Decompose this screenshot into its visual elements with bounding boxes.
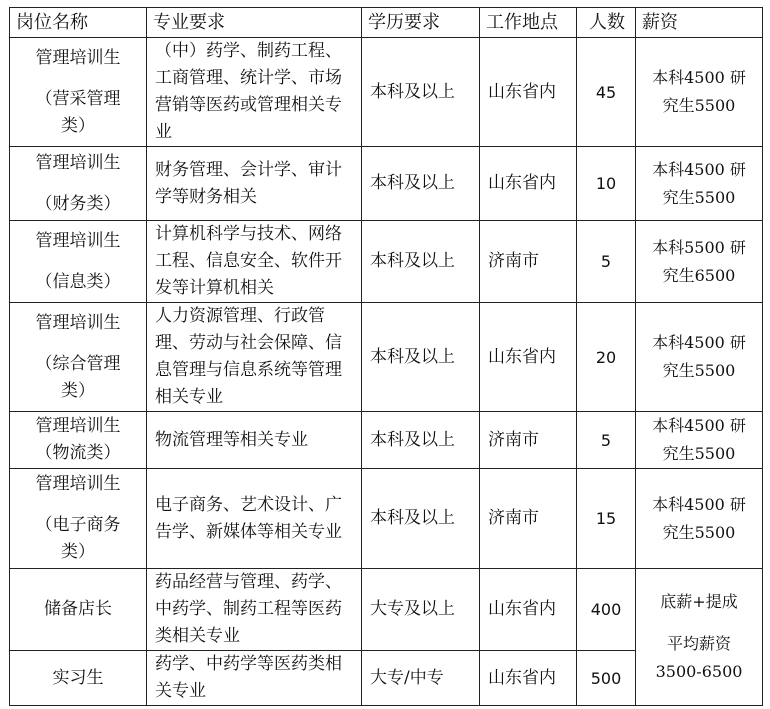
salary-line: 究生5500 — [662, 96, 736, 115]
table-row — [10, 303, 763, 412]
education-cell: 本科及以上 — [362, 303, 480, 412]
education-cell: 本科及以上 — [362, 38, 480, 147]
location-cell: 济南市 — [480, 412, 577, 469]
education-cell: 本科及以上 — [362, 412, 480, 469]
salary-line: 本科4500 研 — [652, 333, 746, 352]
count-cell: 10 — [577, 147, 636, 221]
header-major: 专业要求 — [147, 8, 362, 38]
education-cell: 本科及以上 — [362, 221, 480, 303]
count-cell: 15 — [577, 469, 636, 569]
education-cell: 本科及以上 — [362, 469, 480, 569]
major-cell: （中）药学、制药工程、工商管理、统计学、市场营销等医药或管理相关专业 — [147, 38, 362, 147]
salary-line: 究生5500 — [662, 361, 736, 380]
major-cell: 药品经营与管理、药学、中药学、制药工程等医药类相关专业 — [147, 569, 362, 651]
position-category: （营采管理 — [35, 88, 121, 109]
position-name: 管理培训生 — [35, 47, 121, 68]
major-cell: 财务管理、会计学、审计学等财务相关 — [147, 147, 362, 221]
position-name: 管理培训生 — [35, 416, 121, 436]
salary-line: 本科4500 研 — [652, 159, 746, 179]
position-cell — [10, 221, 147, 303]
position-category: （电子商务 — [35, 515, 121, 535]
position-name: 管理培训生 — [35, 152, 121, 173]
position-cell: 实习生 — [10, 651, 147, 706]
salary-cell — [636, 469, 763, 569]
salary-cell — [636, 303, 763, 412]
count-cell: 5 — [577, 221, 636, 303]
education-cell: 本科及以上 — [362, 147, 480, 221]
header-count: 人数 — [577, 8, 636, 38]
major-cell: 物流管理等相关专业 — [147, 412, 362, 469]
count-cell: 5 — [577, 412, 636, 469]
table-row — [10, 569, 763, 651]
header-salary: 薪资 — [636, 8, 763, 38]
table-row — [10, 469, 763, 569]
location-cell: 山东省内 — [480, 651, 577, 706]
salary-line: 本科4500 研 — [652, 416, 746, 435]
salary-line: 究生5500 — [662, 444, 736, 463]
header-location: 工作地点 — [480, 8, 577, 38]
salary-line: 究生6500 — [662, 265, 736, 285]
location-cell: 山东省内 — [480, 303, 577, 412]
table-row — [10, 38, 763, 147]
count-cell: 500 — [577, 651, 636, 706]
position-category: （财务类） — [35, 193, 121, 214]
table-row — [10, 412, 763, 469]
position-name: 管理培训生 — [35, 312, 121, 333]
salary-cell — [636, 412, 763, 469]
position-cell: 储备店长 — [10, 569, 147, 651]
header-education: 学历要求 — [362, 8, 480, 38]
count-cell: 400 — [577, 569, 636, 651]
position-name: 管理培训生 — [35, 474, 121, 494]
position-cell — [10, 38, 147, 147]
position-cell — [10, 469, 147, 569]
position-cell — [10, 147, 147, 221]
salary-line: 本科4500 研 — [652, 68, 746, 87]
major-cell: 人力资源管理、行政管理、劳动与社会保障、信息管理与信息系统等管理相关专业 — [147, 303, 362, 412]
header-row — [10, 8, 763, 38]
major-cell: 计算机科学与技术、网络工程、信息安全、软件开发等计算机相关 — [147, 221, 362, 303]
position-category-cont: 类） — [61, 380, 95, 401]
position-category: （综合管理 — [35, 353, 121, 374]
header-position: 岗位名称 — [10, 8, 147, 38]
location-cell: 山东省内 — [480, 569, 577, 651]
location-cell: 济南市 — [480, 469, 577, 569]
education-cell: 大专/中专 — [362, 651, 480, 706]
count-cell: 20 — [577, 303, 636, 412]
position-cell — [10, 303, 147, 412]
position-category-cont: 类） — [61, 542, 95, 562]
major-cell: 电子商务、艺术设计、广告学、新媒体等相关专业 — [147, 469, 362, 569]
position-name: 管理培训生 — [35, 230, 121, 251]
salary-line: 究生5500 — [662, 187, 736, 207]
major-cell: 药学、中药学等医药类相关专业 — [147, 651, 362, 706]
education-cell: 大专及以上 — [362, 569, 480, 651]
salary-line: 本科5500 研 — [652, 237, 746, 257]
salary-line: 究生5500 — [662, 522, 736, 542]
salary-cell — [636, 221, 763, 303]
table-row — [10, 147, 763, 221]
position-category-cont: 类） — [61, 115, 95, 136]
count-cell: 45 — [577, 38, 636, 147]
table-row — [10, 221, 763, 303]
salary-line: 平均薪资 — [666, 634, 731, 653]
position-cell — [10, 412, 147, 469]
location-cell: 山东省内 — [480, 147, 577, 221]
salary-line: 本科4500 研 — [652, 494, 746, 514]
salary-cell — [636, 147, 763, 221]
salary-line: 底薪+提成 — [660, 592, 738, 611]
salary-cell — [636, 38, 763, 147]
shared-salary-cell — [636, 569, 763, 706]
salary-line: 3500-6500 — [655, 662, 743, 681]
location-cell: 山东省内 — [480, 38, 577, 147]
recruitment-table — [9, 7, 763, 706]
position-category: （信息类） — [35, 271, 121, 292]
location-cell: 济南市 — [480, 221, 577, 303]
position-category: （物流类） — [35, 443, 121, 463]
